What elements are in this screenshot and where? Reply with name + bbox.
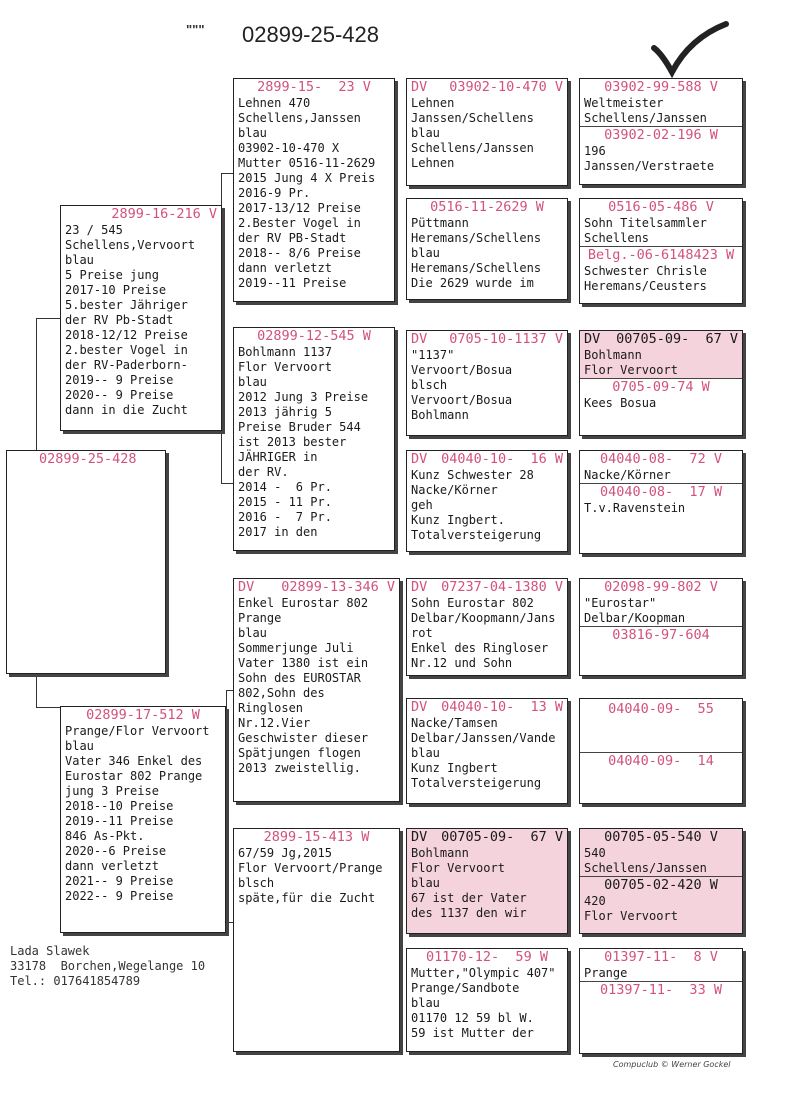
detail-line: 67/59 Jg,2015 [238,846,332,860]
detail-line: Sommerjunge Juli [238,641,354,655]
detail-line: Lehnen 470 [238,96,311,110]
detail-line: 5 Preise jung [65,268,159,282]
detail-line: Mutter 0516-11-2629 [238,156,376,170]
dam-of-mother-details [234,846,399,906]
gen4-dam-details [580,264,742,294]
detail-line: Nr.12.Vier [238,716,311,730]
detail-line: blau [238,126,267,140]
gen3-details-5 [407,596,567,671]
detail-line: Weltmeister [584,96,664,110]
detail-line: Lehnen [411,96,455,110]
detail-line: Schellens/Janssen [411,141,534,155]
detail-line: Preise Bruder 544 [238,420,361,434]
detail-line: 2018--10 Preise [65,799,174,813]
detail-line: Kunz Ingbert [411,761,498,775]
detail-line: 2016 - 7 Pr. [238,510,332,524]
detail-line: 2019-- 9 Preise [65,373,174,387]
gen3-details-6 [407,716,567,791]
detail-line: 23 / 545 [65,223,123,237]
gen4-box-6: 04040-09- 55 04040-09- 14 [579,698,743,804]
gen4-dam-details [580,396,742,411]
detail-line: 2018-- 8/6 Preise [238,246,361,260]
gen3-box-6: DV 04040-10- 13 W Nacke/Tamsen Delbar/Janssen/Vande blau Kunz Ingbert Totalversteigerung [406,698,568,804]
detail-line: Nacke/Körner [584,468,671,482]
dam-of-mother-ring: 2899-15-413 W [263,829,370,845]
gen3-details-7 [407,846,567,921]
detail-line: Vater 1380 ist ein [238,656,369,670]
detail-line: Vervoort/Bosua [411,393,513,407]
detail-line: blsch [411,378,448,392]
detail-line: 2012 Jung 3 Preise [238,390,369,404]
detail-line: 2017-13/12 Preise [238,201,361,215]
gen3-ring-5: 07237-04-1380 V [441,579,563,595]
header-ring-number: 02899-25-428 [242,22,380,47]
connector-line [226,922,233,923]
detail-line: 2.Bester Vogel in [238,216,361,230]
detail-line: Prange [584,966,628,980]
gen3-ring-8: 01170-12- 59 W [426,949,548,965]
sire-of-father-details [234,96,394,291]
detail-line: 846 As-Pkt. [65,829,145,843]
detail-line: Schellens,Janssen [238,111,361,125]
connector-line [221,483,233,484]
gen4-box-8: 01397-11- 8 V Prange 01397-11- 33 W [579,948,743,1054]
gen3-box-1: DV 03902-10-470 V Lehnen Janssen/Schellens blau Schellens/Janssen Lehnen [406,78,568,186]
owner-street: 33178 Borchen,Wegelange 10 [10,959,206,973]
dam-of-mother-box [233,828,400,1052]
sire-of-mother-box: DV 02899-13-346 V Enkel Eurostar 802 Prange blau Sommerjunge Juli Vater 1380 ist ein Sohn des EUROSTAR 802,Sohn des Ringlosen Nr.12.Vier Geschwister dieser Spätjungen flogen 2013 zweistellig. [233,578,400,802]
detail-line: 2013 zweistellig. [238,761,361,775]
detail-line: Flor Vervoort [411,861,505,875]
detail-line: späte,für die Zucht [238,891,376,905]
gen4-sire-details [580,468,742,483]
detail-line: Nr.12 und Sohn [411,656,513,670]
gen4-box-5: 02098-99-802 V "Eurostar" Delbar/Koopman 03816-97-604 [579,578,743,676]
gen3-details-4 [407,468,567,543]
detail-line: der RV PB-Stadt [238,231,347,245]
detail-line: 2013 jährig 5 [238,405,332,419]
detail-line: blau [411,126,440,140]
detail-line: Vervoort/Bosua [411,363,513,377]
owner-phone: Tel.: 017641854789 [10,974,141,988]
detail-line: Delbar/Janssen/Vande [411,731,556,745]
detail-line: 2018-12/12 Preise [65,328,188,342]
gen4-sire-details [580,966,742,981]
detail-line: Prange/Sandbote [411,981,520,995]
detail-line: Prange [238,611,282,625]
gen3-details-3 [407,348,567,423]
detail-line: dann in die Zucht [65,403,188,417]
detail-line: 2015 Jung 4 X Preis [238,171,376,185]
gen4-box-1: 03902-99-588 V Weltmeister Schellens/Janssen 03902-02-196 W 196 Janssen/Verstraete [579,78,743,185]
gen4-sire-details [580,348,742,378]
detail-line: 420 [584,894,606,908]
gen3-box-5: DV 07237-04-1380 V Sohn Eurostar 802 Delbar/Koopmann/Jans rot Enkel des Ringloser Nr.12 und Sohn [406,578,568,676]
detail-line: 2019--11 Preise [65,814,174,828]
gen3-box-3: DV 0705-10-1137 V "1137" Vervoort/Bosua blsch Vervoort/Bosua Bohlmann [406,330,568,436]
gen4-dam-details [580,501,742,516]
detail-line: Nacke/Körner [411,483,498,497]
gen4-sire-details [580,846,742,876]
subject-box [6,450,166,674]
detail-line: rot [411,626,433,640]
connector-line [226,690,233,691]
detail-line: Die 2629 wurde im [411,276,534,290]
detail-line: Schellens,Vervoort [65,238,196,252]
mother-box [60,706,226,933]
detail-line: 2.bester Vogel in [65,343,188,357]
detail-line: blau [411,746,440,760]
detail-line: Schwester Chrisle [584,264,707,278]
gen3-ring-4: 04040-10- 16 W [441,451,563,467]
detail-line: 2017 in den [238,525,318,539]
detail-line: Spätjungen flogen [238,746,361,760]
gen4-sire-details [580,96,742,126]
connector-line [36,707,60,708]
detail-line: 2020-- 9 Preise [65,388,174,402]
detail-line: Prange/Flor Vervoort [65,724,210,738]
owner-address [10,944,205,989]
detail-line: Sohn des EUROSTAR [238,671,361,685]
detail-line: blau [65,253,94,267]
gen3-box-7: DV 00705-09- 67 V Bohlmann Flor Vervoort blau 67 ist der Vater des 1137 den wir [406,828,568,934]
connector-line [36,672,37,707]
gen3-ring-1: 03902-10-470 V [449,79,563,95]
detail-line: 2022-- 9 Preise [65,889,174,903]
gen3-details-2 [407,216,567,291]
detail-line: "Eurostar" [584,596,657,610]
gen4-box-4: 04040-08- 72 V Nacke/Körner 04040-08- 17 W T.v.Ravenstein [579,450,743,554]
mother-details [61,724,225,904]
detail-line: Sohn Eurostar 802 [411,596,534,610]
detail-line: Bohlmann [411,846,469,860]
dam-of-father-box [233,327,395,551]
detail-line: Flor Vervoort/Prange [238,861,383,875]
detail-line: Heremans/Schellens [411,261,542,275]
sire-of-father-box [233,78,395,302]
connector-line [221,173,233,174]
detail-line: 2017-10 Preise [65,283,167,297]
checkmark-icon [650,18,730,78]
detail-line: Schellens/Janssen [584,111,707,125]
gen4-box-2: 0516-05-486 V Sohn Titelsammler Schellens Belg.-06-6148423 W Schwester Chrisle Heremans/Ceusters [579,198,743,304]
detail-line: Bohlmann [584,348,642,362]
detail-line: Heremans/Schellens [411,231,542,245]
detail-line: blau [238,375,267,389]
detail-line: blau [238,626,267,640]
detail-line: Schellens [584,231,650,245]
detail-line: des 1137 den wir [411,906,527,920]
detail-line: Vater 346 Enkel des [65,754,203,768]
detail-line: Geschwister dieser [238,731,369,745]
detail-line: Totalversteigerung [411,528,542,542]
mother-ring: 02899-17-512 W [86,707,200,723]
gen3-details-1 [407,96,567,171]
gen4-box-3: DV 00705-09- 67 V Bohlmann Flor Vervoort 0705-09-74 W Kees Bosua [579,330,743,436]
detail-line: Kunz Schwester 28 [411,468,534,482]
detail-line: 01170 12 59 bl W. [411,1011,534,1025]
detail-line: Bohlmann [411,408,469,422]
detail-line: blau [411,246,440,260]
gen4-sire-details [580,216,742,246]
sire-of-father-ring: 2899-15- 23 V [257,79,371,95]
detail-line: 67 ist der Vater [411,891,527,905]
detail-line: Flor Vervoort [584,909,678,923]
detail-line: Nacke/Tamsen [411,716,498,730]
detail-line: JÄHRIGER in [238,450,318,464]
detail-line: 540 [584,846,606,860]
detail-line: Janssen/Schellens [411,111,534,125]
detail-line: Heremans/Ceusters [584,279,707,293]
detail-line: Totalversteigerung [411,776,542,790]
dam-of-father-details [234,345,394,540]
father-ring: 2899-16-216 V [111,206,217,222]
gen3-ring-6: 04040-10- 13 W [441,699,563,715]
detail-line: dann verletzt [238,261,332,275]
gen3-details-8 [407,966,567,1041]
detail-line: blau [65,739,94,753]
detail-line: Ringlosen [238,701,304,715]
detail-line: 2014 - 6 Pr. [238,480,332,494]
detail-line: Delbar/Koopman [584,611,686,625]
gen3-ring-3: 0705-10-1137 V [449,331,563,347]
detail-line: 5.bester Jähriger [65,298,188,312]
gen4-box-7: 00705-05-540 V 540 Schellens/Janssen 00705-02-420 W 420 Flor Vervoort [579,828,743,934]
detail-line: 59 ist Mutter der [411,1026,534,1040]
detail-line: "1137" [411,348,455,362]
connector-line [36,318,37,453]
detail-line: blsch [238,876,275,890]
detail-line: 2019--11 Preise [238,276,347,290]
detail-line: Bohlmann 1137 [238,345,332,359]
sire-of-mother-ring: 02899-13-346 V [281,579,395,595]
detail-line: 2021-- 9 Preise [65,874,174,888]
connector-line [36,318,60,319]
detail-line: Sohn Titelsammler [584,216,707,230]
detail-line: der RV-Paderborn- [65,358,188,372]
header-mark: """ [186,22,205,37]
detail-line: Enkel Eurostar 802 [238,596,369,610]
detail-line: dann verletzt [65,859,159,873]
dam-of-father-ring: 02899-12-545 W [257,328,371,344]
footer-credit: Compuclub © Werner Gockel [613,1060,731,1069]
gen3-box-2 [406,198,568,300]
detail-line: Schellens/Janssen [584,861,707,875]
detail-line: Püttmann [411,216,469,230]
detail-line: 196 [584,144,606,158]
subject-ring: 02899-25-428 [39,451,137,467]
father-details [61,223,221,418]
detail-line: geh [411,498,433,512]
gen4-dam-details [580,894,742,924]
detail-line: T.v.Ravenstein [584,501,686,515]
connector-line [226,690,227,922]
detail-line: Kees Bosua [584,396,657,410]
detail-line: Flor Vervoort [238,360,332,374]
detail-line: jung 3 Preise [65,784,159,798]
gen3-box-8 [406,948,568,1052]
detail-line: Flor Vervoort [584,363,678,377]
detail-line: 802,Sohn des [238,686,325,700]
detail-line: blau [411,876,440,890]
gen3-ring-2: 0516-11-2629 W [430,199,544,215]
detail-line: ist 2013 bester [238,435,347,449]
detail-line: der RV Pb-Stadt [65,313,174,327]
detail-line: Enkel des Ringloser [411,641,549,655]
detail-line: Kunz Ingbert. [411,513,505,527]
gen3-box-4: DV 04040-10- 16 W Kunz Schwester 28 Nacke/Körner geh Kunz Ingbert. Totalversteigerung [406,450,568,552]
detail-line: Mutter,"Olympic 407" [411,966,556,980]
detail-line: 2020--6 Preise [65,844,167,858]
gen3-ring-7: 00705-09- 67 V [441,829,563,845]
detail-line: Eurostar 802 Prange [65,769,203,783]
detail-line: 2015 - 11 Pr. [238,495,332,509]
detail-line: 2016-9 Pr. [238,186,311,200]
sire-of-mother-details [234,596,399,776]
detail-line: Delbar/Koopmann/Jans [411,611,556,625]
detail-line: Lehnen [411,156,455,170]
father-box [60,205,222,431]
gen4-dam-details [580,144,742,174]
detail-line: der RV. [238,465,289,479]
owner-name: Lada Slawek [10,944,90,958]
detail-line: blau [411,996,440,1010]
gen4-sire-details [580,596,742,626]
detail-line: Janssen/Verstraete [584,159,715,173]
detail-line: 03902-10-470 X [238,141,340,155]
